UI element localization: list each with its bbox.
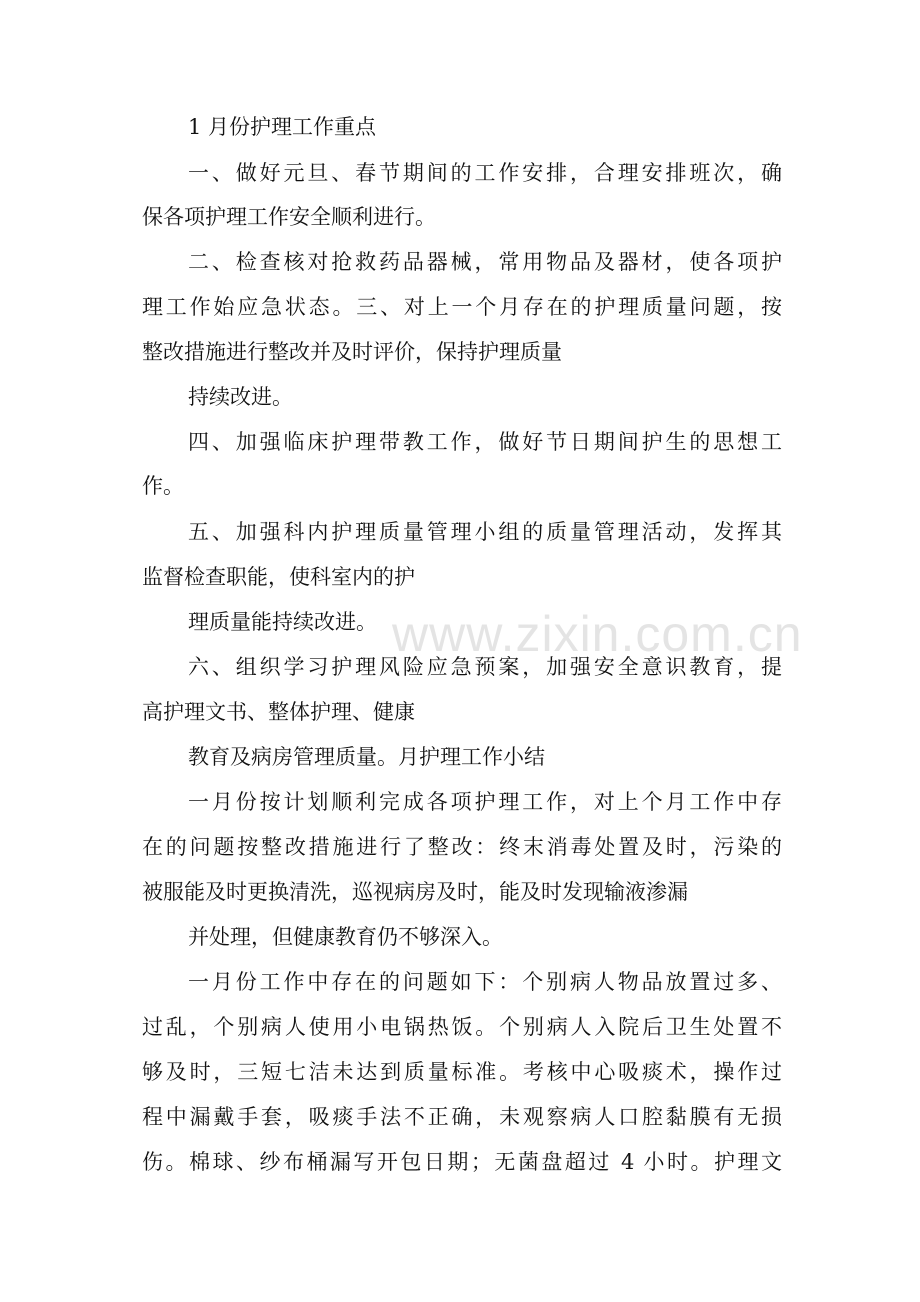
text-line: 程中漏戴手套，吸痰手法不正确，未观察病人口腔黏膜有无损 [142, 1105, 782, 1129]
text-line: 保各项护理工作安全顺利进行。 [142, 205, 436, 229]
text-line: 四、加强临床护理带教工作，做好节日期间护生的思想工 [188, 430, 782, 454]
text-line: 过乱，个别病人使用小电锅热饭。个别病人入院后卫生处置不 [142, 1015, 782, 1039]
text-line: 并处理，但健康教育仍不够深入。 [188, 925, 503, 949]
text-line: 持续改进。 [188, 385, 293, 409]
text-line: 二、检查核对抢救药品器械，常用物品及器材，使各项护 [188, 250, 782, 274]
text-line: 整改措施进行整改并及时评价，保持护理质量 [142, 340, 562, 364]
text-line: 六、组织学习护理风险应急预案，加强安全意识教育，提 [188, 655, 782, 679]
text-line: 理质量能持续改进。 [188, 610, 377, 634]
text-line: 监督检查职能，使科室内的护 [142, 565, 415, 589]
text-line: 理工作始应急状态。三、对上一个月存在的护理质量问题，按 [142, 295, 782, 319]
text-line: 伤。棉球、纱布桶漏写开包日期；无菌盘超过 4 小时。护理文 [142, 1150, 782, 1174]
text-line: 高护理文书、整体护理、健康 [142, 700, 415, 724]
text-line: 一月份工作中存在的问题如下：个别病人物品放置过多、 [188, 970, 782, 994]
text-line: 被服能及时更换清洗，巡视病房及时，能及时发现输液渗漏 [142, 880, 688, 904]
text-line: 在的问题按整改措施进行了整改：终末消毒处置及时，污染的 [142, 835, 782, 859]
text-line: 够及时，三短七洁未达到质量标准。考核中心吸痰术，操作过 [142, 1060, 782, 1084]
text-line: 一、做好元旦、春节期间的工作安排，合理安排班次，确 [188, 161, 782, 185]
text-line: 五、加强科内护理质量管理小组的质量管理活动，发挥其 [188, 520, 782, 544]
text-line: 一月份按计划顺利完成各项护理工作，对上个月工作中存 [188, 790, 782, 814]
heading-line: 1 月份护理工作重点 [188, 115, 377, 139]
watermark: www.zixin.com.cn [392, 606, 803, 662]
text-line: 作。 [142, 474, 184, 498]
text-line: 教育及病房管理质量。月护理工作小结 [188, 745, 545, 769]
